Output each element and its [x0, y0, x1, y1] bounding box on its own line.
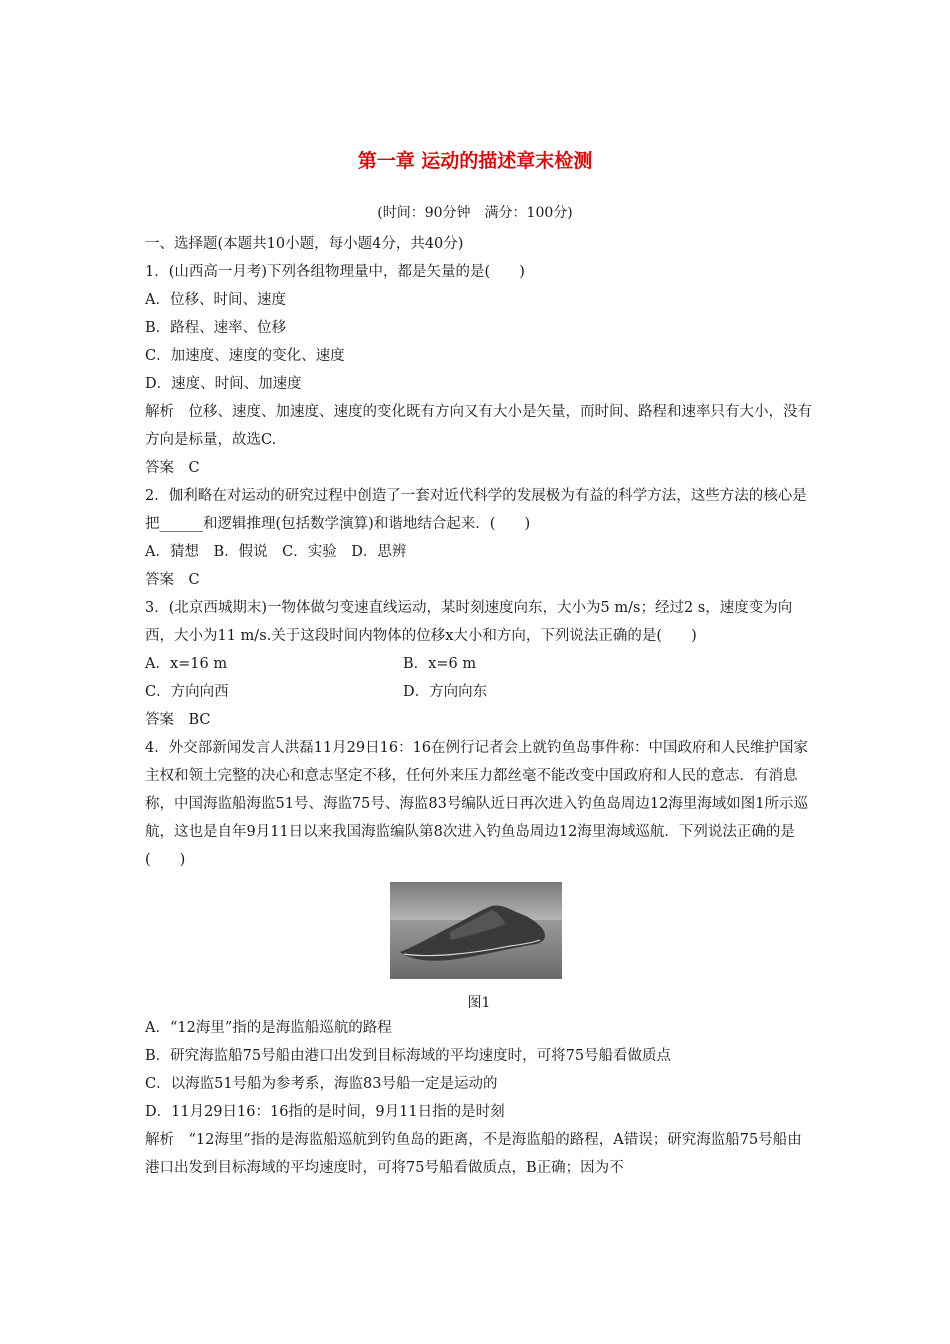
figure-1	[145, 882, 813, 1014]
q3-option-b: B．x=6 m	[403, 656, 477, 672]
q4-option-c: C．以海监51号船为参考系，海监83号船一定是运动的	[145, 1076, 498, 1092]
q2-stem: 2．伽利略在对运动的研究过程中创造了一套对近代科学的发展极为有益的科学方法，这些方法的核心是把______和逻辑推理(包括数学演算)和谐地结合起来．( )	[145, 488, 807, 532]
q3-options-row-1	[145, 650, 813, 678]
q1-stem: 1．(山西高一月考)下列各组物理量中，都是矢量的是( )	[145, 264, 525, 280]
q1-option-d: D．速度、时间、加速度	[145, 376, 302, 392]
q1-answer: 答案 C	[145, 460, 200, 476]
q1-option-a: A．位移、时间、速度	[145, 292, 286, 308]
q1-analysis: 解析 位移、速度、加速度、速度的变化既有方向又有大小是矢量，而时间、路程和速率只有大小，没有方向是标量，故选C.	[145, 404, 812, 448]
q4-option-d: D．11月29日16：16指的是时间，9月11日指的是时刻	[145, 1104, 505, 1120]
document-body	[145, 230, 813, 1182]
q1-option-b: B．路程、速率、位移	[145, 320, 287, 336]
island-photo	[390, 882, 562, 979]
q4-option-b: B．研究海监船75号船由港口出发到目标海域的平均速度时，可将75号船看做质点	[145, 1048, 672, 1064]
q4-option-a: A．“12海里”指的是海监船巡航的路程	[145, 1020, 392, 1036]
q4-analysis: 解析 “12海里”指的是海监船巡航到钓鱼岛的距离，不是海监船的路程，A错误；研究海监船75号船由港口出发到目标海域的平均速度时，可将75号船看做质点，B正确；因为不	[145, 1132, 802, 1176]
section-heading: 一、选择题(本题共10小题，每小题4分，共40分)	[145, 236, 464, 252]
q3-stem: 3．(北京西城期末)一物体做匀变速直线运动，某时刻速度向东，大小为5 m/s；经过2 s，速度变为向西，大小为11 m/s.关于这段时间内物体的位移x大小和方向，下列说法正确的是( )	[145, 600, 793, 644]
q1-option-c: C．加速度、速度的变化、速度	[145, 348, 345, 364]
q2-options: A．猜想 B．假说 C．实验 D．思辨	[145, 544, 407, 560]
q4-stem: 4．外交部新闻发言人洪磊11月29日16：16在例行记者会上就钓鱼岛事件称：中国政府和人民维护国家主权和领土完整的决心和意志坚定不移，任何外来压力都丝毫不能改变中国政府和人民的意志．有消息称，中国海监船海监51号、海监75号、海监83号编队近日再次进入钓鱼岛周边12海里海域如图1所示巡航，这也是自年9月11日以来我国海监编队第8次进入钓鱼岛周边12海里海域巡航．下列说法正确的是( )	[145, 740, 809, 868]
figure-caption: 图1	[467, 995, 491, 1011]
q3-option-c: C．方向向西	[145, 684, 229, 700]
q2-answer: 答案 C	[145, 572, 200, 588]
q3-options-row-2	[145, 678, 813, 706]
q3-answer: 答案 BC	[145, 712, 211, 728]
page-title: 第一章 运动的描述章末检测	[357, 150, 593, 172]
q3-option-d: D．方向向东	[403, 684, 488, 700]
q3-option-a: A．x=16 m	[145, 656, 228, 672]
exam-info: (时间：90分钟 满分：100分)	[377, 205, 573, 221]
